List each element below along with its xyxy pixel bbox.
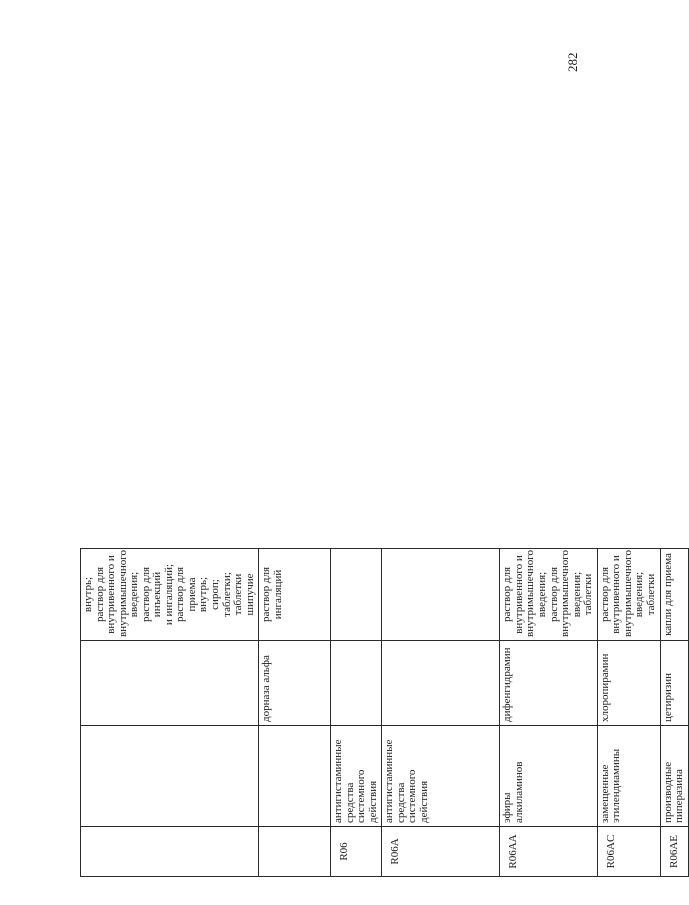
atc-code-cell: R06AC xyxy=(597,827,660,877)
table-row xyxy=(259,549,331,877)
table-row xyxy=(331,549,382,877)
drug-name-cell: цетиризин xyxy=(660,641,688,726)
dosage-forms-cell xyxy=(500,549,597,641)
dosage-form-line: ингаляций xyxy=(271,569,284,620)
table-row xyxy=(500,549,597,877)
drug-name-cell xyxy=(81,641,259,726)
dosage-form-line: введения; xyxy=(633,571,646,618)
dosage-form-line: сироп; xyxy=(209,579,222,610)
dosage-forms-cell xyxy=(660,549,688,641)
drug-name-cell xyxy=(331,641,382,726)
table-body xyxy=(81,549,689,877)
dosage-forms-cell xyxy=(382,549,500,641)
dosage-form-line: введения; xyxy=(128,571,141,618)
dosage-form-line: внутрь; xyxy=(197,576,210,613)
dosage-form-line: капли для приема xyxy=(661,553,674,636)
group-description-cell xyxy=(81,726,259,827)
dosage-form-line: таблетки; xyxy=(220,572,233,617)
dosage-forms-cell xyxy=(259,549,331,641)
dosage-form-line: введения; xyxy=(570,571,583,618)
dosage-form-line: раствор для инъекций xyxy=(139,566,164,623)
group-description-cell: антигистаминные средства системного действия xyxy=(331,726,382,827)
dosage-form-line: раствор для xyxy=(598,566,611,623)
group-description-cell xyxy=(259,726,331,827)
rotated-table-container xyxy=(80,549,686,877)
table-row xyxy=(382,549,500,877)
group-description-cell: замещенные этилендиамины xyxy=(597,726,660,827)
dosage-form-line: внутримышечного xyxy=(559,550,572,637)
dosage-form-line: внутривенного и xyxy=(105,555,118,634)
atc-code-cell xyxy=(259,827,331,877)
dosage-form-line: внутривенного и xyxy=(512,555,525,634)
table-row xyxy=(81,549,259,877)
dosage-form-line: таблетки xyxy=(644,573,657,616)
dosage-form-line: раствор для приема xyxy=(174,566,198,623)
drug-name-cell xyxy=(382,641,500,726)
atc-code-cell: R06AA xyxy=(500,827,597,877)
dosage-forms-cell xyxy=(331,549,382,641)
dosage-form-line: внутримышечного xyxy=(116,550,129,637)
group-description-cell: антигистаминные средства системного действия xyxy=(382,726,500,827)
dosage-form-line: внутривенного и xyxy=(610,555,623,634)
dosage-form-line: раствор для xyxy=(501,566,514,623)
drug-name-cell: дифенгидрамин xyxy=(500,641,597,726)
dosage-form-line: внутримышечного xyxy=(621,550,634,637)
dosage-forms-cell xyxy=(597,549,660,641)
table-row xyxy=(597,549,660,877)
drug-name-cell: хлоропирамин xyxy=(597,641,660,726)
drug-name-cell: дорназа альфа xyxy=(259,641,331,726)
dosage-form-line: внутримышечного xyxy=(524,550,537,637)
atc-code-cell: R06A xyxy=(382,827,500,877)
drug-classification-table xyxy=(80,548,689,877)
dosage-forms-cell xyxy=(81,549,259,641)
dosage-form-line: таблетки шипучие xyxy=(232,573,256,616)
atc-code-cell: R06AE xyxy=(660,827,688,877)
dosage-form-line: раствор для xyxy=(547,566,560,623)
group-description-cell: производные пиперазина xyxy=(660,726,688,827)
dosage-form-line: введения; xyxy=(536,571,549,618)
dosage-form-line: раствор для xyxy=(260,566,273,623)
dosage-form-line: и ингаляций; xyxy=(162,563,175,626)
atc-code-cell xyxy=(81,827,259,877)
dosage-form-line: раствор для xyxy=(93,566,106,623)
atc-code-cell: R06 xyxy=(331,827,382,877)
group-description-cell: эфиры алкиламинов xyxy=(500,726,597,827)
dosage-form-line: внутрь; xyxy=(82,576,94,613)
page-number: 282 xyxy=(565,52,580,72)
dosage-form-line: таблетки xyxy=(582,573,595,616)
table-row xyxy=(660,549,688,877)
